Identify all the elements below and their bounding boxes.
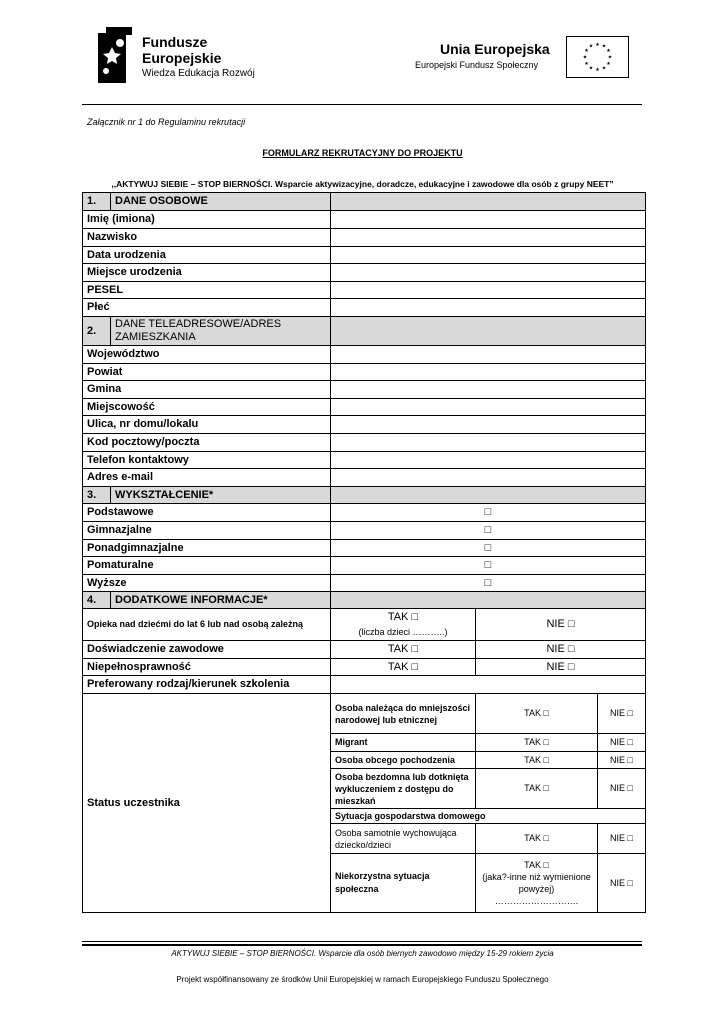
svg-text:★: ★ <box>607 54 613 61</box>
experience-label: Doświadczenie zawodowe <box>83 641 331 659</box>
svg-text:★: ★ <box>601 65 607 72</box>
section-4-number: 4. <box>83 592 111 609</box>
first-name-input[interactable] <box>331 211 646 229</box>
field-label: Telefon kontaktowy <box>83 452 331 469</box>
migrant-nie-checkbox[interactable]: NIE □ <box>598 734 646 752</box>
header-divider <box>82 104 642 105</box>
recruitment-form-table <box>82 192 646 913</box>
section-3-number: 3. <box>83 487 111 504</box>
footer-funding-line: Projekt współfinansowany ze środków Unii Europejskiej w ramach Europejskiego Funduszu Społecznego <box>176 975 549 984</box>
migrant-label: Migrant <box>331 734 476 752</box>
birth-place-input[interactable] <box>331 264 646 282</box>
foreign-tak-checkbox[interactable]: TAK □ <box>476 752 598 769</box>
field-label: Ulica, nr domu/lokalu <box>83 416 331 434</box>
preferred-label: Preferowany rodzaj/kierunek szkolenia <box>83 676 331 694</box>
annex-label: Załącznik nr 1 do Regulaminu rekrutacji <box>87 117 246 127</box>
eu-logo-line2: Europejski Fundusz Społeczny <box>415 60 539 70</box>
field-label: Powiat <box>83 364 331 381</box>
birth-date-input[interactable] <box>331 247 646 264</box>
unfavorable-nie-checkbox[interactable]: NIE □ <box>598 854 646 913</box>
care-tak-checkbox[interactable]: TAK □ <box>387 610 419 623</box>
field-label: Miejsce urodzenia <box>83 264 331 282</box>
experience-tak-checkbox[interactable]: TAK □ <box>331 641 476 659</box>
table-row <box>83 575 646 592</box>
fe-logo-line1: Fundusze <box>142 34 208 50</box>
homeless-tak-checkbox[interactable]: TAK □ <box>476 769 598 809</box>
section-2-number: 2. <box>83 317 111 346</box>
table-row <box>83 399 646 416</box>
table-row <box>83 364 646 381</box>
education-primary-checkbox[interactable]: □ <box>331 504 646 522</box>
single-parent-label: Osoba samotnie wychowująca dziecko/dzieci <box>331 824 476 854</box>
svg-text:★: ★ <box>584 48 589 54</box>
field-label: Nazwisko <box>83 229 331 247</box>
section-1-header <box>83 193 646 211</box>
homeless-label: Osoba bezdomna lub dotknięta wykluczeniem z dostępu do mieszkań <box>331 769 476 809</box>
field-label: Data urodzenia <box>83 247 331 264</box>
table-row <box>83 211 646 229</box>
gender-input[interactable] <box>331 299 646 317</box>
disability-nie-checkbox[interactable]: NIE □ <box>476 659 646 676</box>
foreign-nie-checkbox[interactable]: NIE □ <box>598 752 646 769</box>
field-label: PESEL <box>83 282 331 299</box>
svg-text:★: ★ <box>601 43 607 50</box>
fe-logo-icon <box>98 27 132 83</box>
section-4-title: DODATKOWE INFORMACJE* <box>111 592 331 609</box>
status-label: Status uczestnika <box>83 694 331 913</box>
section-2-title: DANE TELEADRESOWE/ADRES ZAMIESZKANIA <box>111 317 331 346</box>
table-row <box>83 416 646 434</box>
table-row <box>83 641 646 659</box>
svg-text:★: ★ <box>595 42 600 48</box>
table-row <box>83 247 646 264</box>
eu-stars-icon <box>567 37 628 77</box>
footer-project-line: AKTYWUJ SIEBIE – STOP BIERNOŚCI. Wsparcie dla osób biernych zawodowo między 15-29 rokiem życia <box>171 949 554 958</box>
svg-text:★: ★ <box>606 48 611 54</box>
education-post-secondary-checkbox[interactable]: □ <box>331 557 646 575</box>
svg-text:★: ★ <box>588 65 594 72</box>
unfavorable-other-text: (jaka?-inne niż wymienione powyżej) <box>482 872 591 894</box>
table-row <box>83 676 646 694</box>
table-row <box>83 434 646 452</box>
eu-flag <box>566 36 629 78</box>
voivodeship-input[interactable] <box>331 346 646 364</box>
unfavorable-tak-cell[interactable] <box>476 854 598 913</box>
household-label: Sytuacja gospodarstwa domowego <box>331 809 646 824</box>
svg-text:★: ★ <box>582 54 588 61</box>
table-row <box>83 522 646 540</box>
field-label: Pomaturalne <box>83 557 331 575</box>
table-row <box>83 557 646 575</box>
section-1-title: DANE OSOBOWE <box>111 193 331 211</box>
disability-tak-checkbox[interactable]: TAK □ <box>331 659 476 676</box>
field-label: Wyższe <box>83 575 331 592</box>
form-title: FORMULARZ REKRUTACYJNY DO PROJEKTU <box>262 148 463 158</box>
field-label: Podstawowe <box>83 504 331 522</box>
pesel-input[interactable] <box>331 282 646 299</box>
svg-text:★: ★ <box>588 43 594 50</box>
table-row <box>83 659 646 676</box>
street-input[interactable] <box>331 416 646 434</box>
fundusze-europejskie-logo <box>98 27 273 85</box>
footer-divider-thick <box>82 944 642 946</box>
foreign-label: Osoba obcego pochodzenia <box>331 752 476 769</box>
table-row <box>83 609 646 641</box>
field-label: Gmina <box>83 381 331 399</box>
footer-divider-thin <box>82 941 642 942</box>
svg-text:★: ★ <box>606 61 611 67</box>
minority-tak-checkbox[interactable]: TAK □ <box>476 694 598 734</box>
email-input[interactable] <box>331 469 646 487</box>
minority-nie-checkbox[interactable]: NIE □ <box>598 694 646 734</box>
education-secondary-checkbox[interactable]: □ <box>331 540 646 557</box>
table-row <box>83 540 646 557</box>
field-label: Kod pocztowy/poczta <box>83 434 331 452</box>
table-row <box>83 381 646 399</box>
kids-count-field[interactable]: (liczba dzieci ………..) <box>358 626 448 637</box>
education-higher-checkbox[interactable]: □ <box>331 575 646 592</box>
fe-logo-line2: Europejskie <box>142 50 222 66</box>
project-title: ,,AKTYWUJ SIEBIE – STOP BIERNOŚCI. Wsparcie aktywizacyjne, doradcze, edukacyjne i zawodowe dla osób z grupy NEET” <box>111 179 614 189</box>
field-label: Imię (imiona) <box>83 211 331 229</box>
field-label: Adres e-mail <box>83 469 331 487</box>
field-label: Gimnazjalne <box>83 522 331 540</box>
care-label: Opieka nad dziećmi do lat 6 lub nad osobą zależną <box>83 609 331 641</box>
disability-label: Niepełnosprawność <box>83 659 331 676</box>
minority-label: Osoba należąca do mniejszości narodowej lub etnicznej <box>331 694 476 734</box>
table-row <box>83 469 646 487</box>
eu-logo-line1: Unia Europejska <box>440 41 550 57</box>
single-parent-tak-checkbox[interactable]: TAK □ <box>476 824 598 854</box>
table-row <box>83 694 646 734</box>
migrant-tak-checkbox[interactable]: TAK □ <box>476 734 598 752</box>
field-label: Płeć <box>83 299 331 317</box>
table-row <box>83 452 646 469</box>
table-row <box>83 504 646 522</box>
county-input[interactable] <box>331 364 646 381</box>
experience-nie-checkbox[interactable]: NIE □ <box>476 641 646 659</box>
fe-logo-line3: Wiedza Edukacja Rozwój <box>142 68 255 79</box>
section-3-header <box>83 487 646 504</box>
postal-code-input[interactable] <box>331 434 646 452</box>
locality-input[interactable] <box>331 399 646 416</box>
homeless-nie-checkbox[interactable]: NIE □ <box>598 769 646 809</box>
last-name-input[interactable] <box>331 229 646 247</box>
table-row <box>83 282 646 299</box>
care-tak-cell[interactable] <box>331 609 476 641</box>
section-4-header <box>83 592 646 609</box>
section-2-header <box>83 317 646 346</box>
single-parent-nie-checkbox[interactable]: NIE □ <box>598 824 646 854</box>
svg-text:★: ★ <box>595 67 600 73</box>
table-row <box>83 229 646 247</box>
phone-input[interactable] <box>331 452 646 469</box>
svg-text:★: ★ <box>584 61 589 67</box>
education-gymnasium-checkbox[interactable]: □ <box>331 522 646 540</box>
field-label: Miejscowość <box>83 399 331 416</box>
section-1-number: 1. <box>83 193 111 211</box>
table-row <box>83 346 646 364</box>
unfavorable-other-field[interactable]: ………………………. <box>494 896 579 906</box>
unfavorable-label: Niekorzystna sytuacja społeczna <box>331 854 476 913</box>
field-label: Ponadgimnazjalne <box>83 540 331 557</box>
care-nie-checkbox[interactable]: NIE □ <box>476 609 646 641</box>
table-row <box>83 299 646 317</box>
commune-input[interactable] <box>331 381 646 399</box>
section-3-title: WYKSZTAŁCENIE* <box>111 487 331 504</box>
preferred-input[interactable] <box>331 676 646 694</box>
unfavorable-tak-checkbox[interactable]: TAK □ <box>524 860 549 870</box>
table-row <box>83 264 646 282</box>
field-label: Województwo <box>83 346 331 364</box>
